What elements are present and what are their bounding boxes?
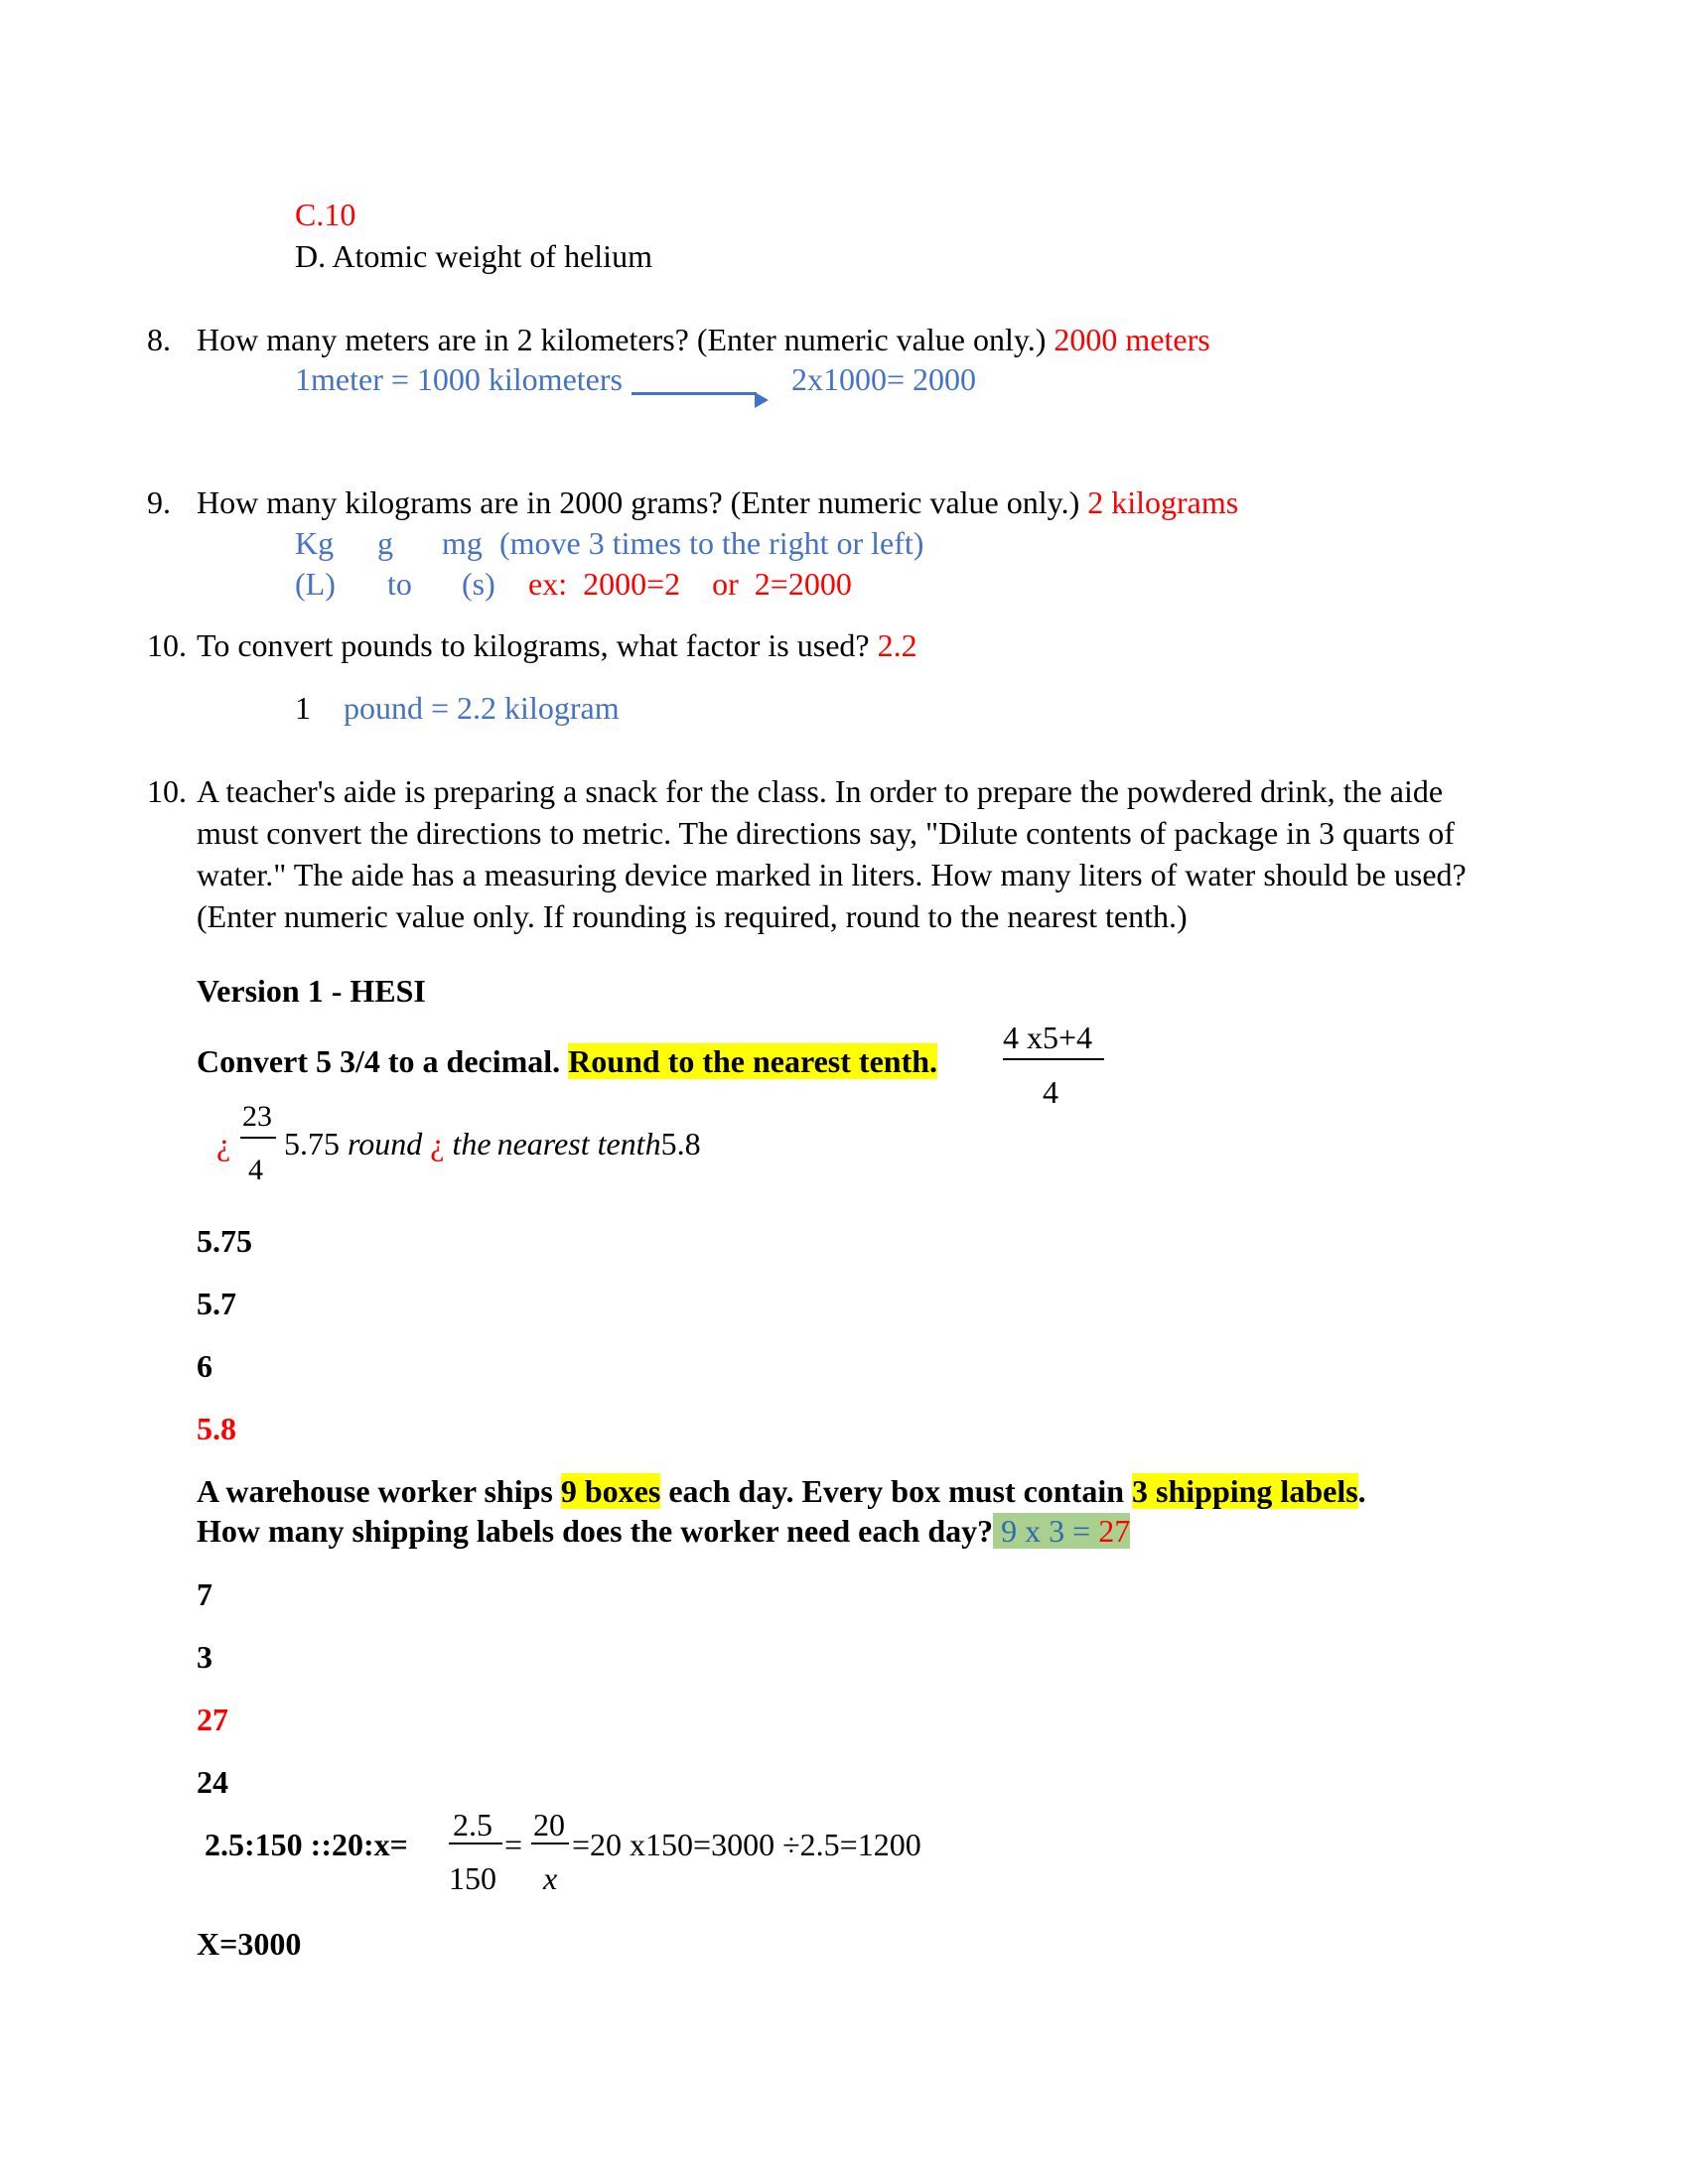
work-fraction-numerator: 23 [242,1100,272,1133]
q10a-question: To convert pounds to kilograms, what factor is used? [197,627,870,663]
q10a-line [197,625,917,665]
labels-option-2: 3 [197,1639,212,1675]
q9-l-label: (L) [295,566,336,602]
q8-line [197,320,1210,359]
side-fraction-numerator-text: 4 x5+4 [1003,1020,1093,1055]
arrow-right-icon [755,392,769,408]
q9-unit-mg: mg [442,525,483,561]
labels-option-1: 7 [197,1576,212,1612]
q7-option-d: D. Atomic weight of helium [295,238,652,274]
labels-option-4: 24 [197,1764,228,1800]
side-fraction-numerator [1003,1018,1092,1057]
q9-answer: 2 kilograms [1087,484,1239,520]
q9-unit-g: g [377,525,393,561]
ratio-rhs: =20 x150=3000 ÷2.5=1200 [572,1827,921,1862]
version-heading: Version 1 - HESI [197,973,426,1009]
ratio-answer: X=3000 [197,1926,302,1962]
side-fraction-denominator: 4 [1043,1074,1058,1110]
q9-to-label: to [387,566,412,602]
q8-work-right: 2x1000= 2000 [791,361,977,397]
work-the: the [452,1126,492,1161]
work-result: 5.8 [660,1126,701,1161]
decimal-question [197,1041,937,1081]
labels-question-line1 [197,1471,1366,1511]
side-fraction-bar [1003,1058,1104,1060]
q8-number: 8. [147,322,171,357]
labels-option-3-correct: 27 [197,1702,228,1737]
q10b-number: 10. [147,773,187,809]
work-tenth: tenth [597,1126,661,1161]
work-fraction-denominator: 4 [248,1154,263,1186]
inverted-question-mark: ¿ [216,1126,231,1161]
decimal-option-1: 5.75 [197,1223,252,1259]
ratio-fraction1-denominator: 150 [449,1860,496,1896]
ratio-lhs: 2.5:150 ::20:x= [205,1827,408,1862]
ratio-fraction1-numerator: 2.5 [453,1807,492,1843]
decimal-question-prefix: Convert 5 3/4 to a decimal. [197,1043,569,1079]
labels-highlight-boxes: 9 boxes [560,1473,661,1509]
q10a-number: 10. [147,627,187,663]
q10a-work-text: pound = 2.2 kilogram [344,690,620,726]
q9-number: 9. [147,484,171,520]
q10b-question: A teacher's aide is preparing a snack for the class. In order to prepare the powdered drink, the aide must convert the directions to metric. The directions say, "Dilute contents of package in 3 quarts of water." The aide has a measuring device marked in liters. How many liters of water should be used? (Enter numeric value only. If rounding is required, round to the nearest tenth.) [197,773,1467,934]
inverted-question-mark-2: ¿ [430,1126,445,1161]
q9-question: How many kilograms are in 2000 grams? (Enter numeric value only.) [197,484,1080,520]
work-value: 5.75 [284,1126,340,1161]
q9-unit-kg: Kg [295,525,335,561]
q9-line [197,482,1238,522]
labels-highlight-labels: 3 shipping labels [1132,1473,1358,1509]
q9-units-note: (move 3 times to the right or left) [499,525,924,561]
labels-work-lhs: 9 x 3 = [993,1513,1099,1549]
labels-part3: . [1357,1473,1366,1509]
ratio-fraction1-bar [449,1843,502,1844]
q8-question: How many meters are in 2 kilometers? (Enter numeric value only.) [197,322,1047,357]
decimal-option-3: 6 [197,1348,212,1384]
labels-line2: How many shipping labels does the worker need each day? [197,1513,994,1549]
q8-arrow-line [632,392,757,395]
q10a-answer: 2.2 [877,627,917,663]
q8-answer: 2000 meters [1054,322,1210,357]
labels-part2: each day. Every box must contain [660,1473,1132,1509]
q7-option-c: C.10 [295,197,356,232]
work-nearest: nearest [496,1126,590,1161]
decimal-option-4-correct: 5.8 [197,1411,236,1446]
q9-example: ex: 2000=2 or 2=2000 [528,566,852,602]
q9-s-label: (s) [462,566,495,602]
ratio-fraction2-bar [531,1843,569,1844]
work-fraction-bar [240,1137,276,1139]
decimal-question-highlight: Round to the nearest tenth. [568,1043,938,1079]
q8-work-left: 1meter = 1000 kilometers [295,361,623,397]
ratio-fraction2-numerator: 20 [533,1807,565,1843]
labels-work-answer: 27 [1098,1513,1131,1549]
work-round: round [348,1126,423,1161]
labels-part1: A warehouse worker ships [197,1473,561,1509]
ratio-fraction2-denominator: x [543,1860,558,1896]
labels-work [993,1513,1130,1549]
q10a-work-one: 1 [295,690,311,726]
decimal-option-2: 5.7 [197,1286,236,1321]
labels-question-line2 [197,1511,1130,1551]
ratio-equals: = [504,1827,523,1862]
work-line [284,1124,701,1163]
